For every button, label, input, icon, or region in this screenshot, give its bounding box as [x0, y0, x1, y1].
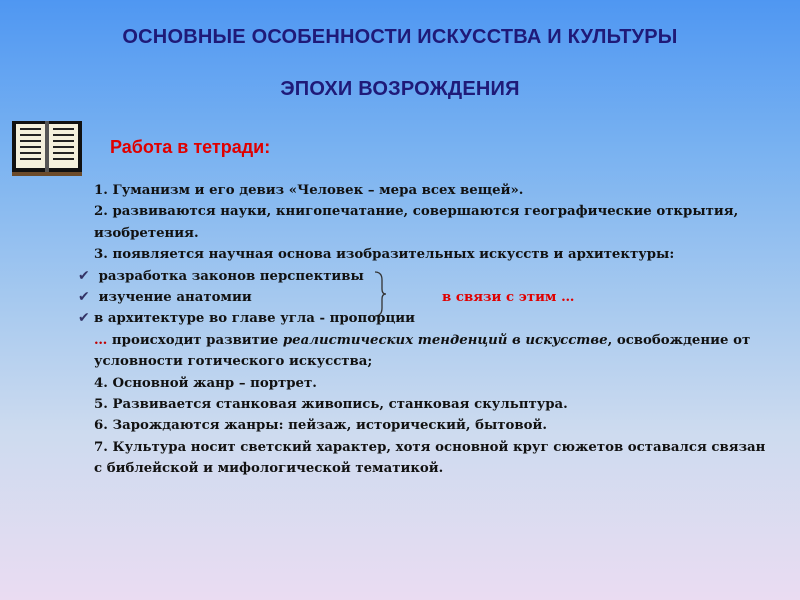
consequence-emphasis: реалистических тенденций в искусстве — [282, 332, 608, 348]
list-item-1: 1. Гуманизм и его девиз «Человек – мера всех вещей». — [94, 183, 524, 198]
bullet-text: разработка законов перспективы — [94, 268, 364, 284]
workbook-heading: Работа в тетради: — [110, 137, 271, 157]
list-item-2-line-1: 2. развиваются науки, книгопечатание, совершаются географические открытия, — [94, 204, 739, 220]
bullet-perspective — [78, 266, 778, 287]
slide-title-line-2: ЭПОХИ ВОЗРОЖДЕНИЯ — [280, 78, 520, 100]
list-item-4: 4. Основной жанр – портрет. — [94, 375, 317, 391]
open-book-icon — [10, 117, 84, 177]
in-connection-note: в связи с этим … — [442, 290, 575, 306]
bullet-text: в архитектуре во главе угла - пропорции — [94, 311, 415, 327]
list-item-5: 5. Развивается станковая живопись, станковая скульптура. — [94, 397, 568, 413]
list-item-7-line-1: 7. Культура носит светский характер, хотя основной круг сюжетов оставался связан — [94, 439, 766, 455]
bullet-anatomy — [78, 287, 778, 308]
consequence-line-2: условности готического искусства; — [94, 354, 373, 370]
consequence-line-1 — [78, 330, 778, 351]
list-item-7-line-2: с библейской и мифологической тематикой. — [94, 461, 444, 477]
list-item-3: 3. появляется научная основа изобразительных искусств и архитектуры: — [94, 247, 675, 263]
list-item-6: 6. Зарождаются жанры: пейзаж, исторический, бытовой. — [94, 418, 547, 434]
slide-title-line-1: ОСНОВНЫЕ ОСОБЕННОСТИ ИСКУССТВА И КУЛЬТУРЫ — [122, 26, 678, 48]
consequence-text-pre: происходит развитие — [107, 332, 283, 348]
list-item-2-line-2: изобретения. — [94, 225, 199, 241]
bullet-text: изучение анатомии — [94, 290, 252, 306]
ellipsis-marker: … — [94, 332, 108, 348]
checkmark-icon: ✔ — [78, 310, 90, 327]
checkmark-icon: ✔ — [78, 267, 90, 284]
bullet-architecture — [78, 308, 778, 329]
checkmark-icon: ✔ — [78, 289, 90, 306]
notes-body — [78, 180, 778, 480]
consequence-text-post: , освобождение от — [607, 332, 751, 348]
